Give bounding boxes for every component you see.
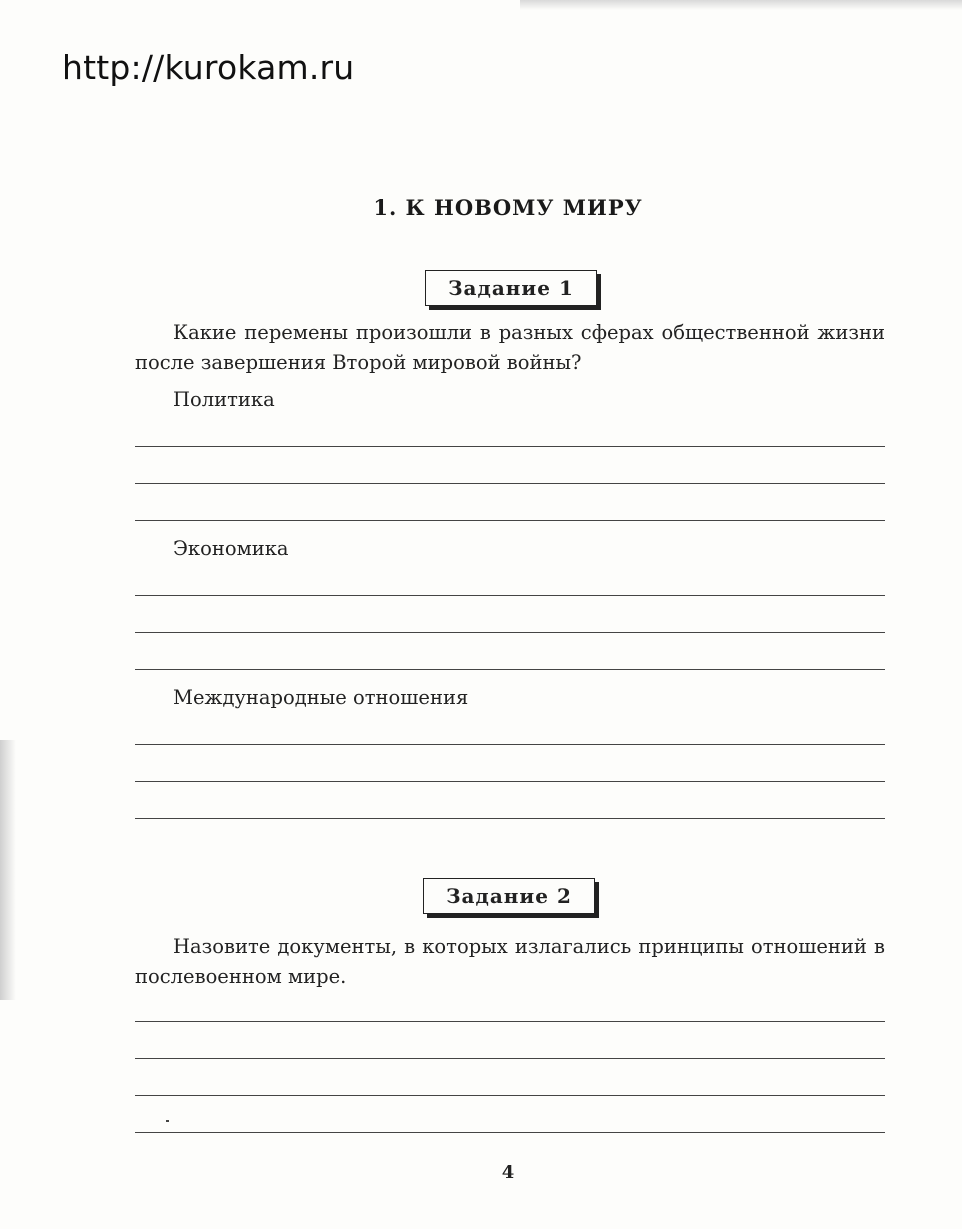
answer-line	[135, 818, 885, 819]
task-1-question: Какие перемены произошли в разных сферах общественной жизни после завершения Второй мировой войны?	[135, 321, 885, 374]
scan-shadow	[520, 0, 962, 10]
answer-line	[135, 1021, 885, 1022]
chapter-title: 1. К НОВОМУ МИРУ	[373, 195, 643, 220]
answer-line	[135, 1058, 885, 1059]
answer-line	[135, 483, 885, 484]
section-label-politics: Политика	[173, 388, 275, 411]
answer-line	[135, 744, 885, 745]
scan-shadow	[0, 740, 16, 1000]
task-2-heading: Задание 2	[423, 878, 595, 914]
answer-line	[135, 446, 885, 447]
answer-line	[135, 669, 885, 670]
answer-line	[135, 1095, 885, 1096]
watermark-url: http://kurokam.ru	[62, 48, 355, 87]
answer-line	[135, 632, 885, 633]
answer-line	[135, 520, 885, 521]
section-label-international-relations: Международные отношения	[173, 686, 469, 709]
page-number: 4	[501, 1162, 515, 1183]
answer-line	[135, 781, 885, 782]
answer-line	[135, 595, 885, 596]
section-label-economics: Экономика	[173, 537, 289, 560]
answer-line	[135, 1132, 885, 1133]
task-2-question: Назовите документы, в которых излагались принципы отношений в послевоенном мире.	[135, 935, 885, 988]
scan-speck	[166, 1120, 169, 1122]
task-1-heading: Задание 1	[425, 270, 597, 306]
